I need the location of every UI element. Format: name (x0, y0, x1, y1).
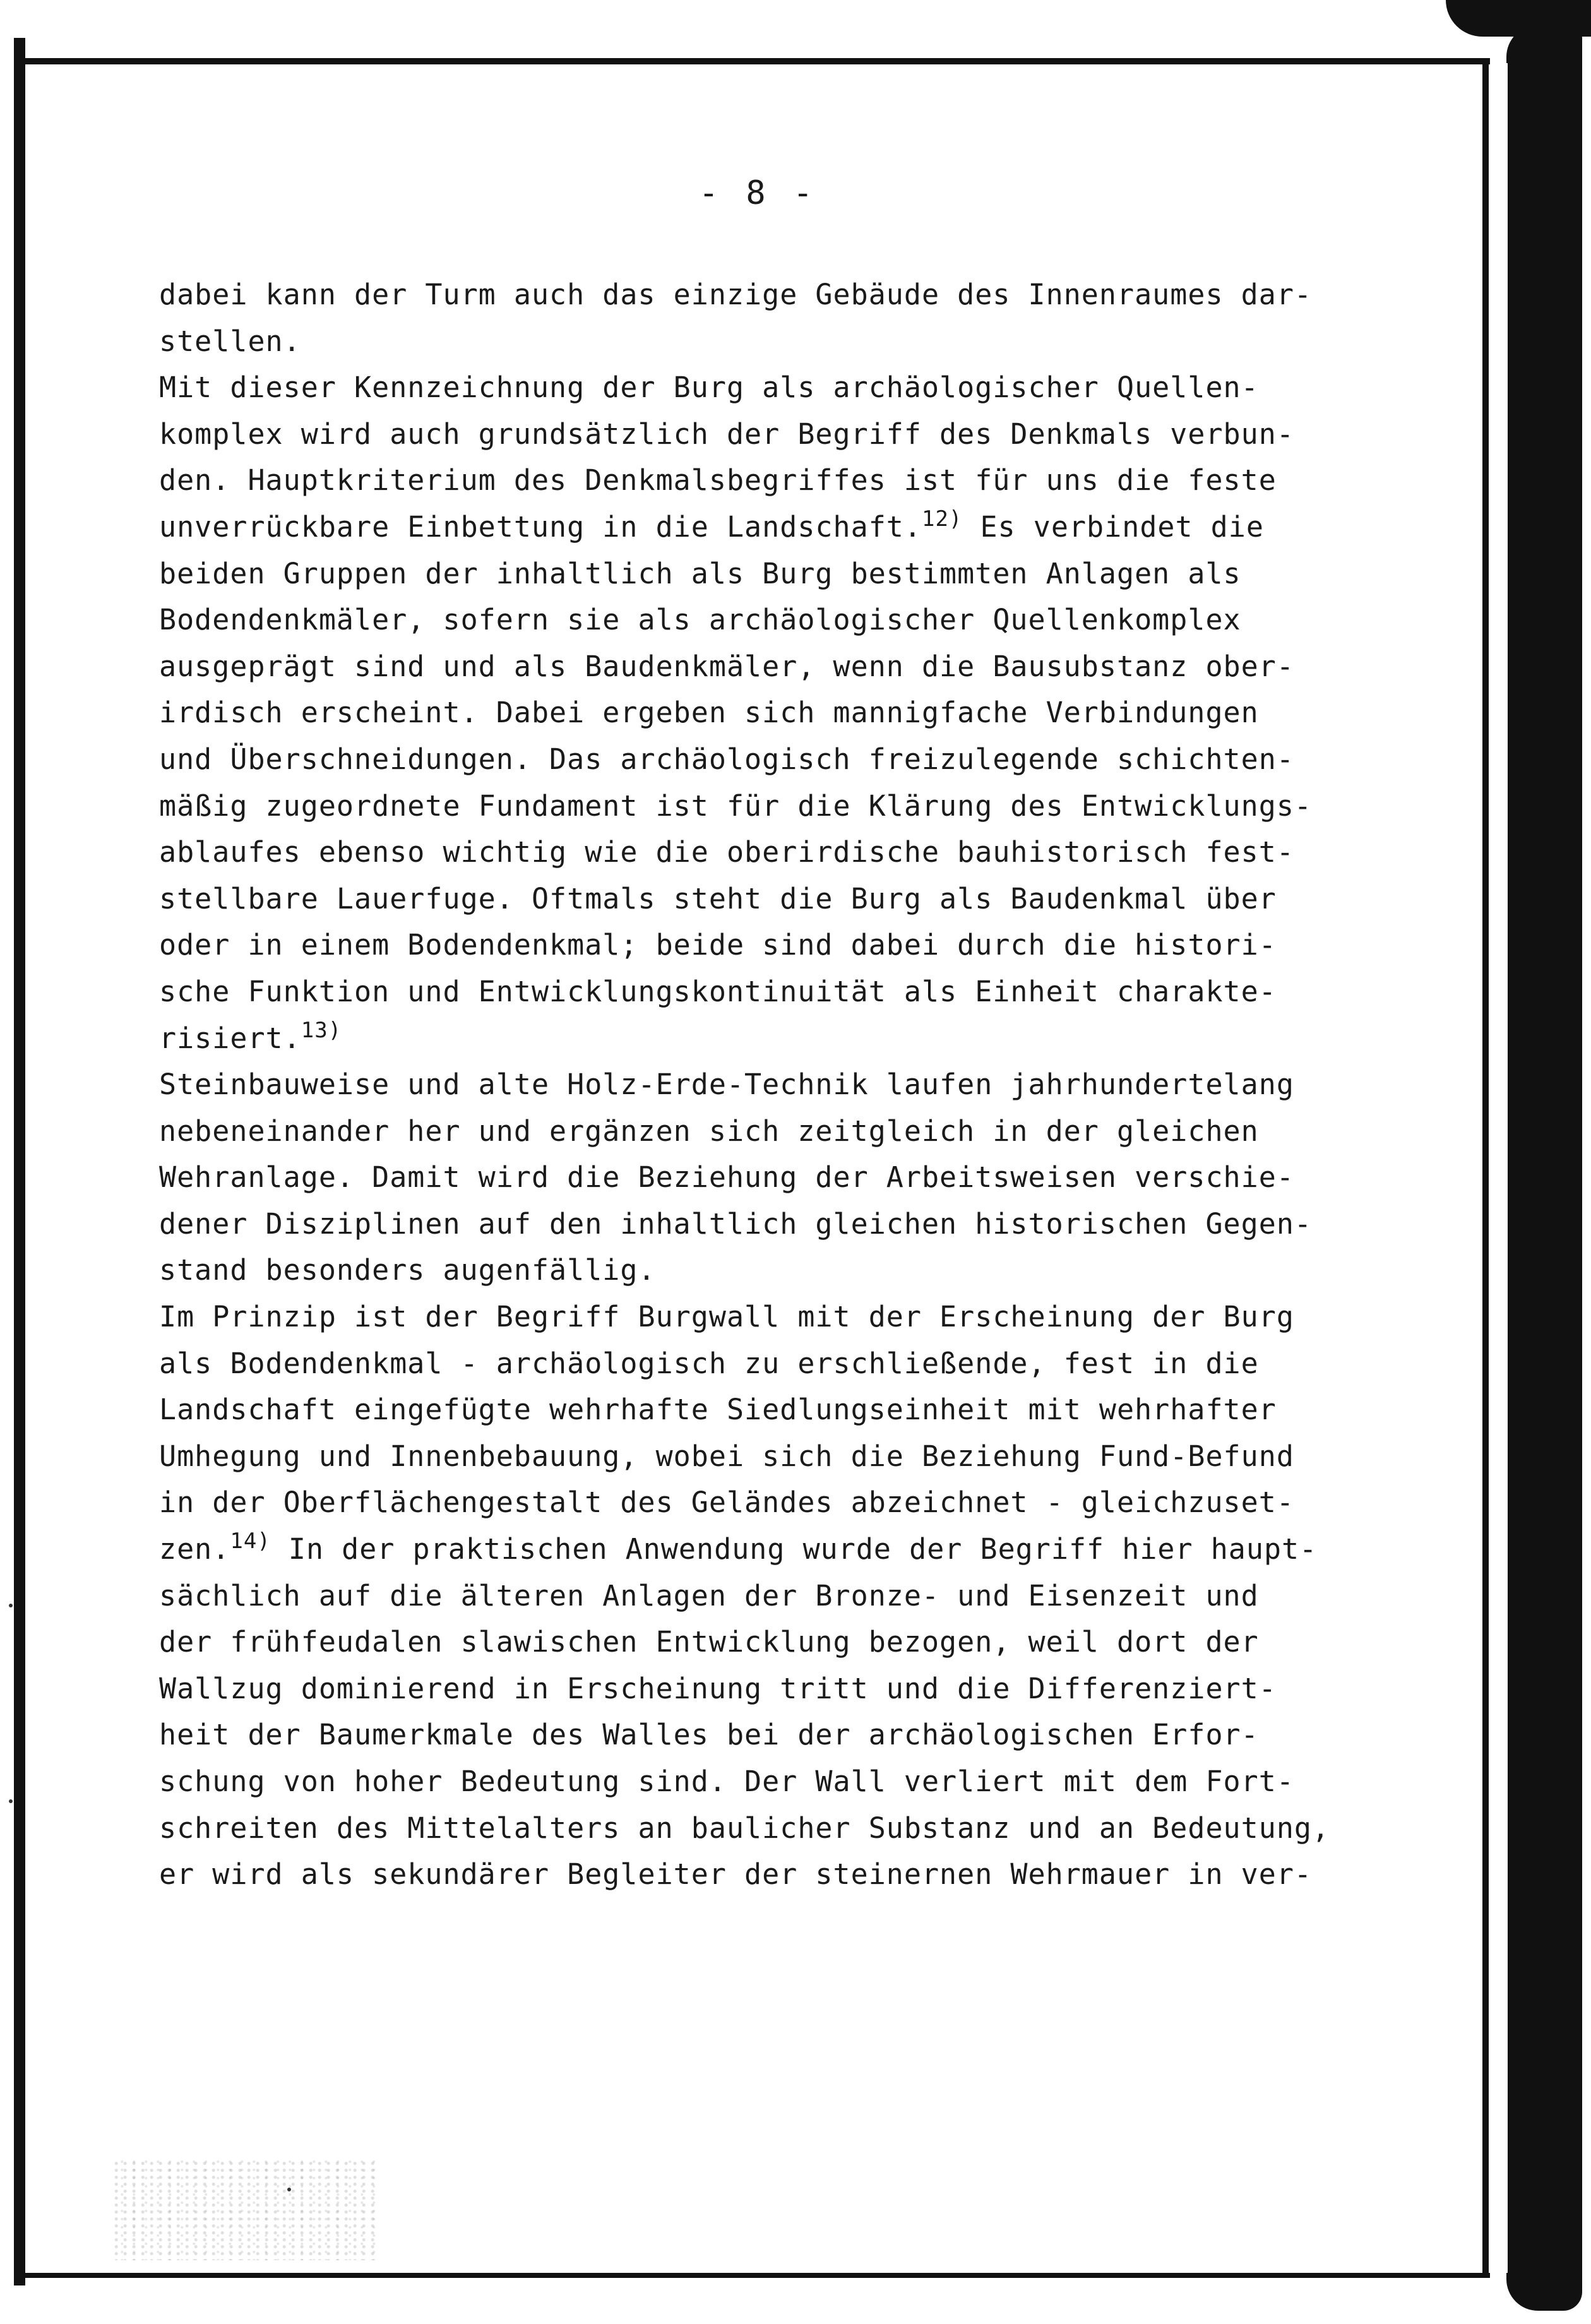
line-text: der frühfeudalen slawischen Entwicklung bezogen, weil dort der (159, 1625, 1259, 1659)
text-line (159, 829, 1460, 876)
text-line (159, 1154, 1460, 1201)
line-text: beiden Gruppen der inhaltlich als Burg bestimmten Anlagen als (159, 556, 1241, 590)
text-line (159, 504, 1460, 551)
line-text-continued: In der praktischen Anwendung wurde der Begriff hier haupt- (270, 1532, 1318, 1566)
text-line (159, 411, 1460, 458)
page-number: - 8 - (698, 174, 817, 212)
line-text-continued: Es verbindet die (962, 509, 1264, 544)
scan-edge-right-outer (1506, 25, 1582, 2311)
line-text: Umhegung und Innenbebauung, wobei sich die Beziehung Fund-Befund (159, 1439, 1294, 1473)
text-line (159, 876, 1460, 922)
text-line (159, 1758, 1460, 1805)
text-line (159, 1851, 1460, 1898)
text-line (159, 1386, 1460, 1433)
line-text: Bodendenkmäler, sofern sie als archäologischer Quellenkomplex (159, 603, 1241, 637)
typewritten-body-text (159, 271, 1460, 1898)
scan-edge-bottom (19, 2273, 1490, 2278)
line-text: den. Hauptkriterium des Denkmalsbegriffes ist für uns die feste (159, 463, 1277, 498)
page-margin-top (0, 0, 1591, 45)
text-line (159, 1666, 1460, 1712)
text-line (159, 597, 1460, 643)
text-line (159, 1526, 1460, 1573)
line-text: nebeneinander her und ergänzen sich zeitgleich in der gleichen (159, 1114, 1259, 1148)
text-line (159, 922, 1460, 968)
text-line (159, 1201, 1460, 1248)
line-text: ausgeprägt sind und als Baudenkmäler, wenn die Bausubstanz ober- (159, 649, 1294, 683)
text-line (159, 1805, 1460, 1852)
text-line (159, 1015, 1460, 1062)
scan-speck (287, 2188, 291, 2191)
line-text: stand besonders augenfällig. (159, 1253, 656, 1287)
line-text: Wehranlage. Damit wird die Beziehung der Arbeitsweisen verschie- (159, 1160, 1294, 1195)
scan-speck (9, 1604, 13, 1607)
text-line (159, 1712, 1460, 1758)
line-text: oder in einem Bodendenkmal; beide sind dabei durch die histori- (159, 928, 1277, 962)
text-line (159, 1294, 1460, 1340)
line-text: stellbare Lauerfuge. Oftmals steht die Burg als Baudenkmal über (159, 881, 1277, 915)
text-line (159, 364, 1460, 411)
scan-edge-left (14, 38, 25, 2285)
text-line (159, 783, 1460, 830)
line-text: und Überschneidungen. Das archäologisch freizulegende schichten- (159, 742, 1294, 776)
text-line (159, 1619, 1460, 1666)
text-line (159, 1433, 1460, 1480)
line-text: schreiten des Mittelalters an baulicher Substanz und an Bedeutung, (159, 1811, 1330, 1845)
text-line (159, 551, 1460, 597)
text-line (159, 1247, 1460, 1294)
line-text: Landschaft eingefügte wehrhafte Siedlungseinheit mit wehrhafter (159, 1393, 1277, 1427)
text-line (159, 271, 1460, 318)
scan-edge-right (1482, 58, 1489, 2274)
line-text: dabei kann der Turm auch das einzige Gebäude des Innenraumes dar- (159, 278, 1312, 311)
text-line (159, 968, 1460, 1015)
text-line (159, 689, 1460, 736)
line-text: unverrückbare Einbettung in die Landschaft. (159, 509, 922, 544)
line-text: in der Oberflächengestalt des Geländes abzeichnet - gleichzuset- (159, 1486, 1294, 1520)
line-text: zen. (159, 1532, 230, 1566)
line-text: sächlich auf die älteren Anlagen der Bronze- und Eisenzeit und (159, 1578, 1259, 1612)
scan-gap (1489, 63, 1508, 2273)
text-line (159, 1479, 1460, 1526)
line-text: sche Funktion und Entwicklungskontinuität als Einheit charakte- (159, 974, 1277, 1008)
line-text: Mit dieser Kennzeichnung der Burg als archäologischer Quellen- (159, 371, 1259, 405)
line-text: heit der Baumerkmale des Walles bei der archäologischen Erfor- (159, 1718, 1259, 1752)
line-text: er wird als sekundärer Begleiter der steinernen Wehrmauer in ver- (159, 1857, 1312, 1892)
line-text: mäßig zugeordnete Fundament ist für die Klärung des Entwicklungs- (159, 789, 1312, 823)
line-text: Steinbauweise und alte Holz-Erde-Technik laufen jahrhundertelang (159, 1068, 1294, 1102)
line-text: ablaufes ebenso wichtig wie die oberirdische bauhistorisch fest- (159, 835, 1294, 869)
text-line (159, 1340, 1460, 1387)
line-text: komplex wird auch grundsätzlich der Begriff des Denkmals verbun- (159, 417, 1294, 451)
scan-edge-top (19, 58, 1490, 64)
text-line (159, 736, 1460, 783)
text-line (159, 1061, 1460, 1108)
footnote-marker: 13) (301, 1017, 342, 1043)
line-text: Wallzug dominierend in Erscheinung tritt und die Differenziert- (159, 1671, 1277, 1705)
text-line (159, 1573, 1460, 1619)
line-text: stellen. (159, 324, 301, 358)
text-line (159, 318, 1460, 365)
line-text: Im Prinzip ist der Begriff Burgwall mit der Erscheinung der Burg (159, 1300, 1294, 1334)
line-text: risiert. (159, 1021, 301, 1055)
text-line (159, 1108, 1460, 1155)
line-text: irdisch erscheint. Dabei ergeben sich mannigfache Verbindungen (159, 696, 1259, 730)
line-text: schung von hoher Bedeutung sind. Der Wall verliert mit dem Fort- (159, 1765, 1294, 1798)
scan-speck (9, 1799, 13, 1803)
line-text: als Bodendenkmal - archäologisch zu erschließende, fest in die (159, 1346, 1259, 1380)
scan-noise (114, 2159, 379, 2260)
footnote-marker: 12) (921, 506, 963, 532)
footnote-marker: 14) (230, 1528, 271, 1554)
line-text: dener Disziplinen auf den inhaltlich gleichen historischen Gegen- (159, 1207, 1312, 1241)
text-line (159, 643, 1460, 690)
text-line (159, 457, 1460, 504)
